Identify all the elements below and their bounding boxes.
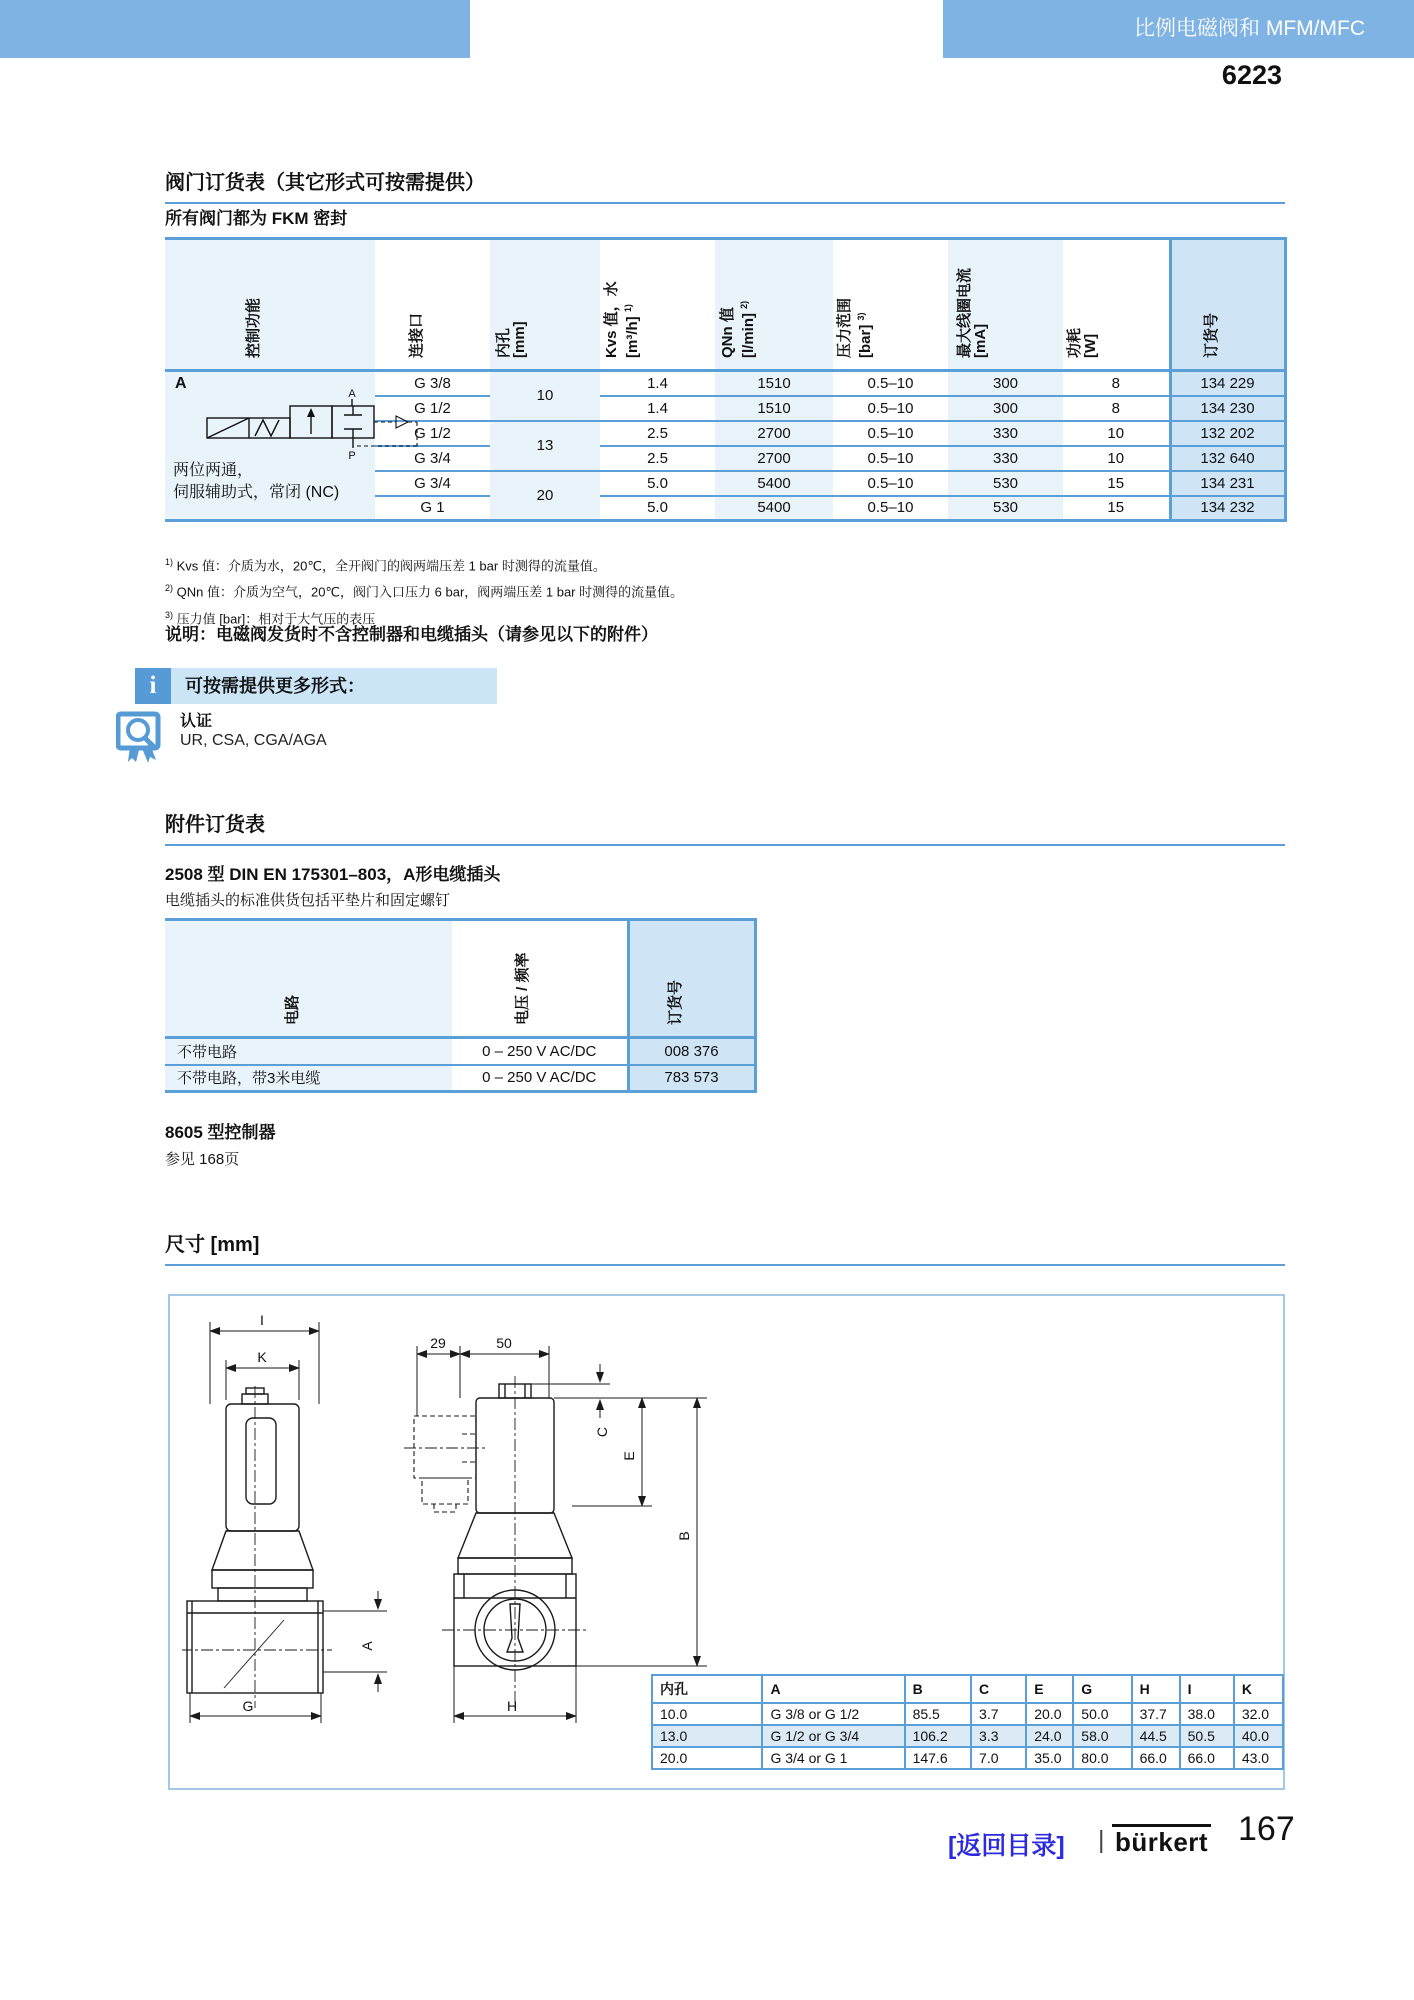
front-view-dimensions	[190, 1322, 387, 1723]
cell-qnn: 2700	[715, 421, 833, 446]
cell-qnn: 1510	[715, 371, 833, 396]
dim-cell: 106.2	[905, 1725, 971, 1747]
dim-cell: 20.0	[652, 1747, 762, 1769]
certification-icon	[116, 710, 168, 766]
cell-bore: 20	[490, 471, 600, 521]
burkert-logo: bürkert	[1112, 1824, 1211, 1858]
page-number: 167	[1238, 1810, 1295, 1848]
cell-pressure: 0.5–10	[833, 471, 948, 496]
function-letter: A	[175, 375, 187, 392]
cell-power: 8	[1063, 371, 1170, 396]
dim-col-g: G	[1073, 1675, 1131, 1703]
port-top-label: A	[348, 388, 356, 400]
dim-cell: 3.7	[971, 1703, 1026, 1725]
col-header-kvs: Kvs 值，水 [m³/h] $^{1)}$	[600, 239, 715, 371]
cell-qnn: 1510	[715, 396, 833, 421]
cell-qnn: 5400	[715, 496, 833, 521]
dim-cell: 43.0	[1234, 1747, 1283, 1769]
dim-cell: 13.0	[652, 1725, 762, 1747]
dimensions-table	[651, 1674, 1284, 1770]
dim-cell: 50.5	[1180, 1725, 1234, 1747]
dim-col-c: C	[971, 1675, 1026, 1703]
valve-section-title: 阀门订货表（其它形式可按需提供）	[165, 166, 1285, 204]
cell-kvs: 5.0	[600, 471, 715, 496]
col-header-voltage: 电压 / 频率	[452, 920, 628, 1038]
table-row	[165, 1065, 755, 1092]
dim-label-b: B	[676, 1531, 692, 1541]
cell-connection: G 3/4	[375, 446, 490, 471]
dim-cell: 35.0	[1026, 1747, 1073, 1769]
dim-label-29: 29	[430, 1335, 446, 1351]
cable-plug-outline	[414, 1416, 476, 1512]
cell-qnn: 5400	[715, 471, 833, 496]
cell-pressure: 0.5–10	[833, 371, 948, 396]
cell-power: 10	[1063, 421, 1170, 446]
cell-current: 530	[948, 496, 1063, 521]
function-description: 两位两通， 伺服辅助式，常闭 (NC)	[173, 462, 340, 501]
cell-bore: 10	[490, 371, 600, 421]
cell-order-no: 134 230	[1170, 396, 1285, 421]
cell-kvs: 2.5	[600, 446, 715, 471]
dim-cell: 37.7	[1132, 1703, 1180, 1725]
cable-plug-subtitle: 电缆插头的标准供货包括平垫片和固定螺钉	[165, 892, 451, 909]
dim-cell: 85.5	[905, 1703, 971, 1725]
cell-connection: G 3/8	[375, 371, 490, 396]
dim-col-k: K	[1234, 1675, 1283, 1703]
valve-table-header-row	[165, 239, 1285, 371]
dim-cell: 20.0	[1026, 1703, 1073, 1725]
cell-current: 530	[948, 471, 1063, 496]
dimensional-drawing-figure	[168, 1294, 1285, 1790]
cell-voltage: 0 – 250 V AC/DC	[452, 1065, 628, 1092]
valve-ordering-table	[165, 237, 1287, 522]
dim-cell: 66.0	[1180, 1747, 1234, 1769]
dim-label-a: A	[359, 1641, 375, 1651]
dim-cell: 147.6	[905, 1747, 971, 1769]
dim-label-h: H	[506, 1698, 518, 1714]
col-header-pressure: 压力范围 [bar] $^{3)}$	[833, 239, 948, 371]
dim-cell: 44.5	[1132, 1725, 1180, 1747]
certification-values: UR, CSA, CGA/AGA	[180, 732, 327, 749]
dim-cell: 3.3	[971, 1725, 1026, 1747]
info-banner: 可按需提供更多形式：	[171, 668, 497, 704]
table-row	[652, 1725, 1283, 1747]
cell-current: 300	[948, 371, 1063, 396]
cell-pressure: 0.5–10	[833, 446, 948, 471]
top-bar-category	[943, 0, 1414, 58]
cell-order-no: 134 231	[1170, 471, 1285, 496]
dim-col-e: E	[1026, 1675, 1073, 1703]
cell-bore: 13	[490, 421, 600, 471]
cell-kvs: 2.5	[600, 421, 715, 446]
delivery-note: 说明：电磁阀发货时不含控制器和电缆插头（请参见以下的附件）	[165, 625, 658, 644]
dimensions-header-row	[652, 1675, 1283, 1703]
cell-order-no: 134 232	[1170, 496, 1285, 521]
dim-label-g: G	[242, 1698, 254, 1714]
cell-connection: G 1/2	[375, 396, 490, 421]
cell-order-no: 783 573	[628, 1065, 755, 1092]
cell-qnn: 2700	[715, 446, 833, 471]
controller-reference: 参见 168页	[165, 1151, 240, 1168]
port-bottom-label: P	[348, 450, 356, 460]
cell-connection: G 1	[375, 496, 490, 521]
col-header-connection: 连接口	[375, 239, 490, 371]
top-bar-left	[0, 0, 470, 58]
dimensions-section-title: 尺寸 [mm]	[165, 1228, 1285, 1266]
cell-order-no: 132 202	[1170, 421, 1285, 446]
footnote-3: $^{3)}$ 压力值 [bar]：相对于大气压的表压	[165, 609, 376, 626]
cell-pressure: 0.5–10	[833, 396, 948, 421]
accessories-section-title: 附件订货表	[165, 808, 1285, 846]
cell-order-no: 134 229	[1170, 371, 1285, 396]
back-to-contents-link[interactable]: [返回目录]	[948, 1832, 1065, 1860]
dim-cell: 66.0	[1132, 1747, 1180, 1769]
dim-col-a: A	[762, 1675, 904, 1703]
dim-col-i: I	[1180, 1675, 1234, 1703]
dim-label-e: E	[621, 1451, 637, 1461]
cell-order-no: 132 640	[1170, 446, 1285, 471]
cable-plug-title: 2508 型 DIN EN 175301–803，A形电缆插头	[165, 865, 501, 884]
dim-cell: G 1/2 or G 3/4	[762, 1725, 904, 1747]
valve-section-subtitle: 所有阀门都为 FKM 密封	[165, 209, 348, 228]
col-header-order-no: 订货号	[1170, 239, 1285, 371]
cell-current: 300	[948, 396, 1063, 421]
control-function-cell	[165, 371, 375, 521]
certification-title: 认证	[180, 713, 213, 730]
accessories-header-row	[165, 920, 755, 1038]
dim-cell: 32.0	[1234, 1703, 1283, 1725]
category-label: 比例电磁阀和 MFM/MFC	[1134, 17, 1365, 40]
dim-cell: 7.0	[971, 1747, 1026, 1769]
cell-current: 330	[948, 446, 1063, 471]
info-icon: i	[135, 668, 171, 704]
col-header-bore: 内孔 [mm]	[490, 239, 600, 371]
col-header-control-function: 控制功能	[165, 239, 375, 371]
cell-connection: G 1/2	[375, 421, 490, 446]
cell-power: 15	[1063, 471, 1170, 496]
dim-cell: 40.0	[1234, 1725, 1283, 1747]
dim-cell: 80.0	[1073, 1747, 1131, 1769]
dim-label-c: C	[594, 1426, 610, 1438]
table-row	[165, 1038, 755, 1065]
dim-cell: G 3/8 or G 1/2	[762, 1703, 904, 1725]
cell-power: 8	[1063, 396, 1170, 421]
cell-power: 15	[1063, 496, 1170, 521]
cell-voltage: 0 – 250 V AC/DC	[452, 1038, 628, 1065]
dim-label-i: I	[260, 1312, 264, 1328]
col-header-qnn: QNn 值 [l/min] $^{2)}$	[715, 239, 833, 371]
dim-label-50: 50	[496, 1335, 512, 1351]
dim-cell: G 3/4 or G 1	[762, 1747, 904, 1769]
table-row	[652, 1747, 1283, 1769]
cell-circuit: 不带电路	[165, 1038, 452, 1065]
footnote-1: $^{1)}$ Kvs 值：介质为水，20℃，全开阀门的阀两端压差 1 bar 时测得的流量值。	[165, 557, 606, 574]
cell-kvs: 1.4	[600, 396, 715, 421]
dim-col-bore: 内孔	[652, 1675, 762, 1703]
dim-col-h: H	[1132, 1675, 1180, 1703]
dim-cell: 38.0	[1180, 1703, 1234, 1725]
cell-current: 330	[948, 421, 1063, 446]
col-header-order-no: 订货号	[628, 920, 755, 1038]
dim-cell: 50.0	[1073, 1703, 1131, 1725]
dim-cell: 10.0	[652, 1703, 762, 1725]
cell-pressure: 0.5–10	[833, 421, 948, 446]
dim-col-b: B	[905, 1675, 971, 1703]
cell-order-no: 008 376	[628, 1038, 755, 1065]
controller-title: 8605 型控制器	[165, 1123, 276, 1142]
table-row	[165, 371, 1285, 396]
footer-divider: |	[1098, 1826, 1105, 1854]
cell-kvs: 1.4	[600, 371, 715, 396]
cell-circuit: 不带电路，带3米电缆	[165, 1065, 452, 1092]
valve-function-symbol	[165, 388, 455, 460]
cell-power: 10	[1063, 446, 1170, 471]
cell-connection: G 3/4	[375, 471, 490, 496]
cell-pressure: 0.5–10	[833, 496, 948, 521]
table-row	[652, 1703, 1283, 1725]
accessories-ordering-table	[165, 918, 757, 1093]
col-header-circuit: 电路	[165, 920, 452, 1038]
footnote-2: $^{2)}$ QNn 值：介质为空气，20℃，阀门入口压力 6 bar，阀两端压差 1 bar 时测得的流量值。	[165, 583, 684, 600]
dim-cell: 24.0	[1026, 1725, 1073, 1747]
dim-cell: 58.0	[1073, 1725, 1131, 1747]
cell-kvs: 5.0	[600, 496, 715, 521]
footnotes	[165, 551, 683, 630]
type-number: 6223	[1221, 60, 1282, 90]
col-header-power: 功耗 [W]	[1063, 239, 1170, 371]
col-header-coil-current: 最大线圈电流 [mA]	[948, 239, 1063, 371]
dim-label-k: K	[257, 1349, 267, 1365]
